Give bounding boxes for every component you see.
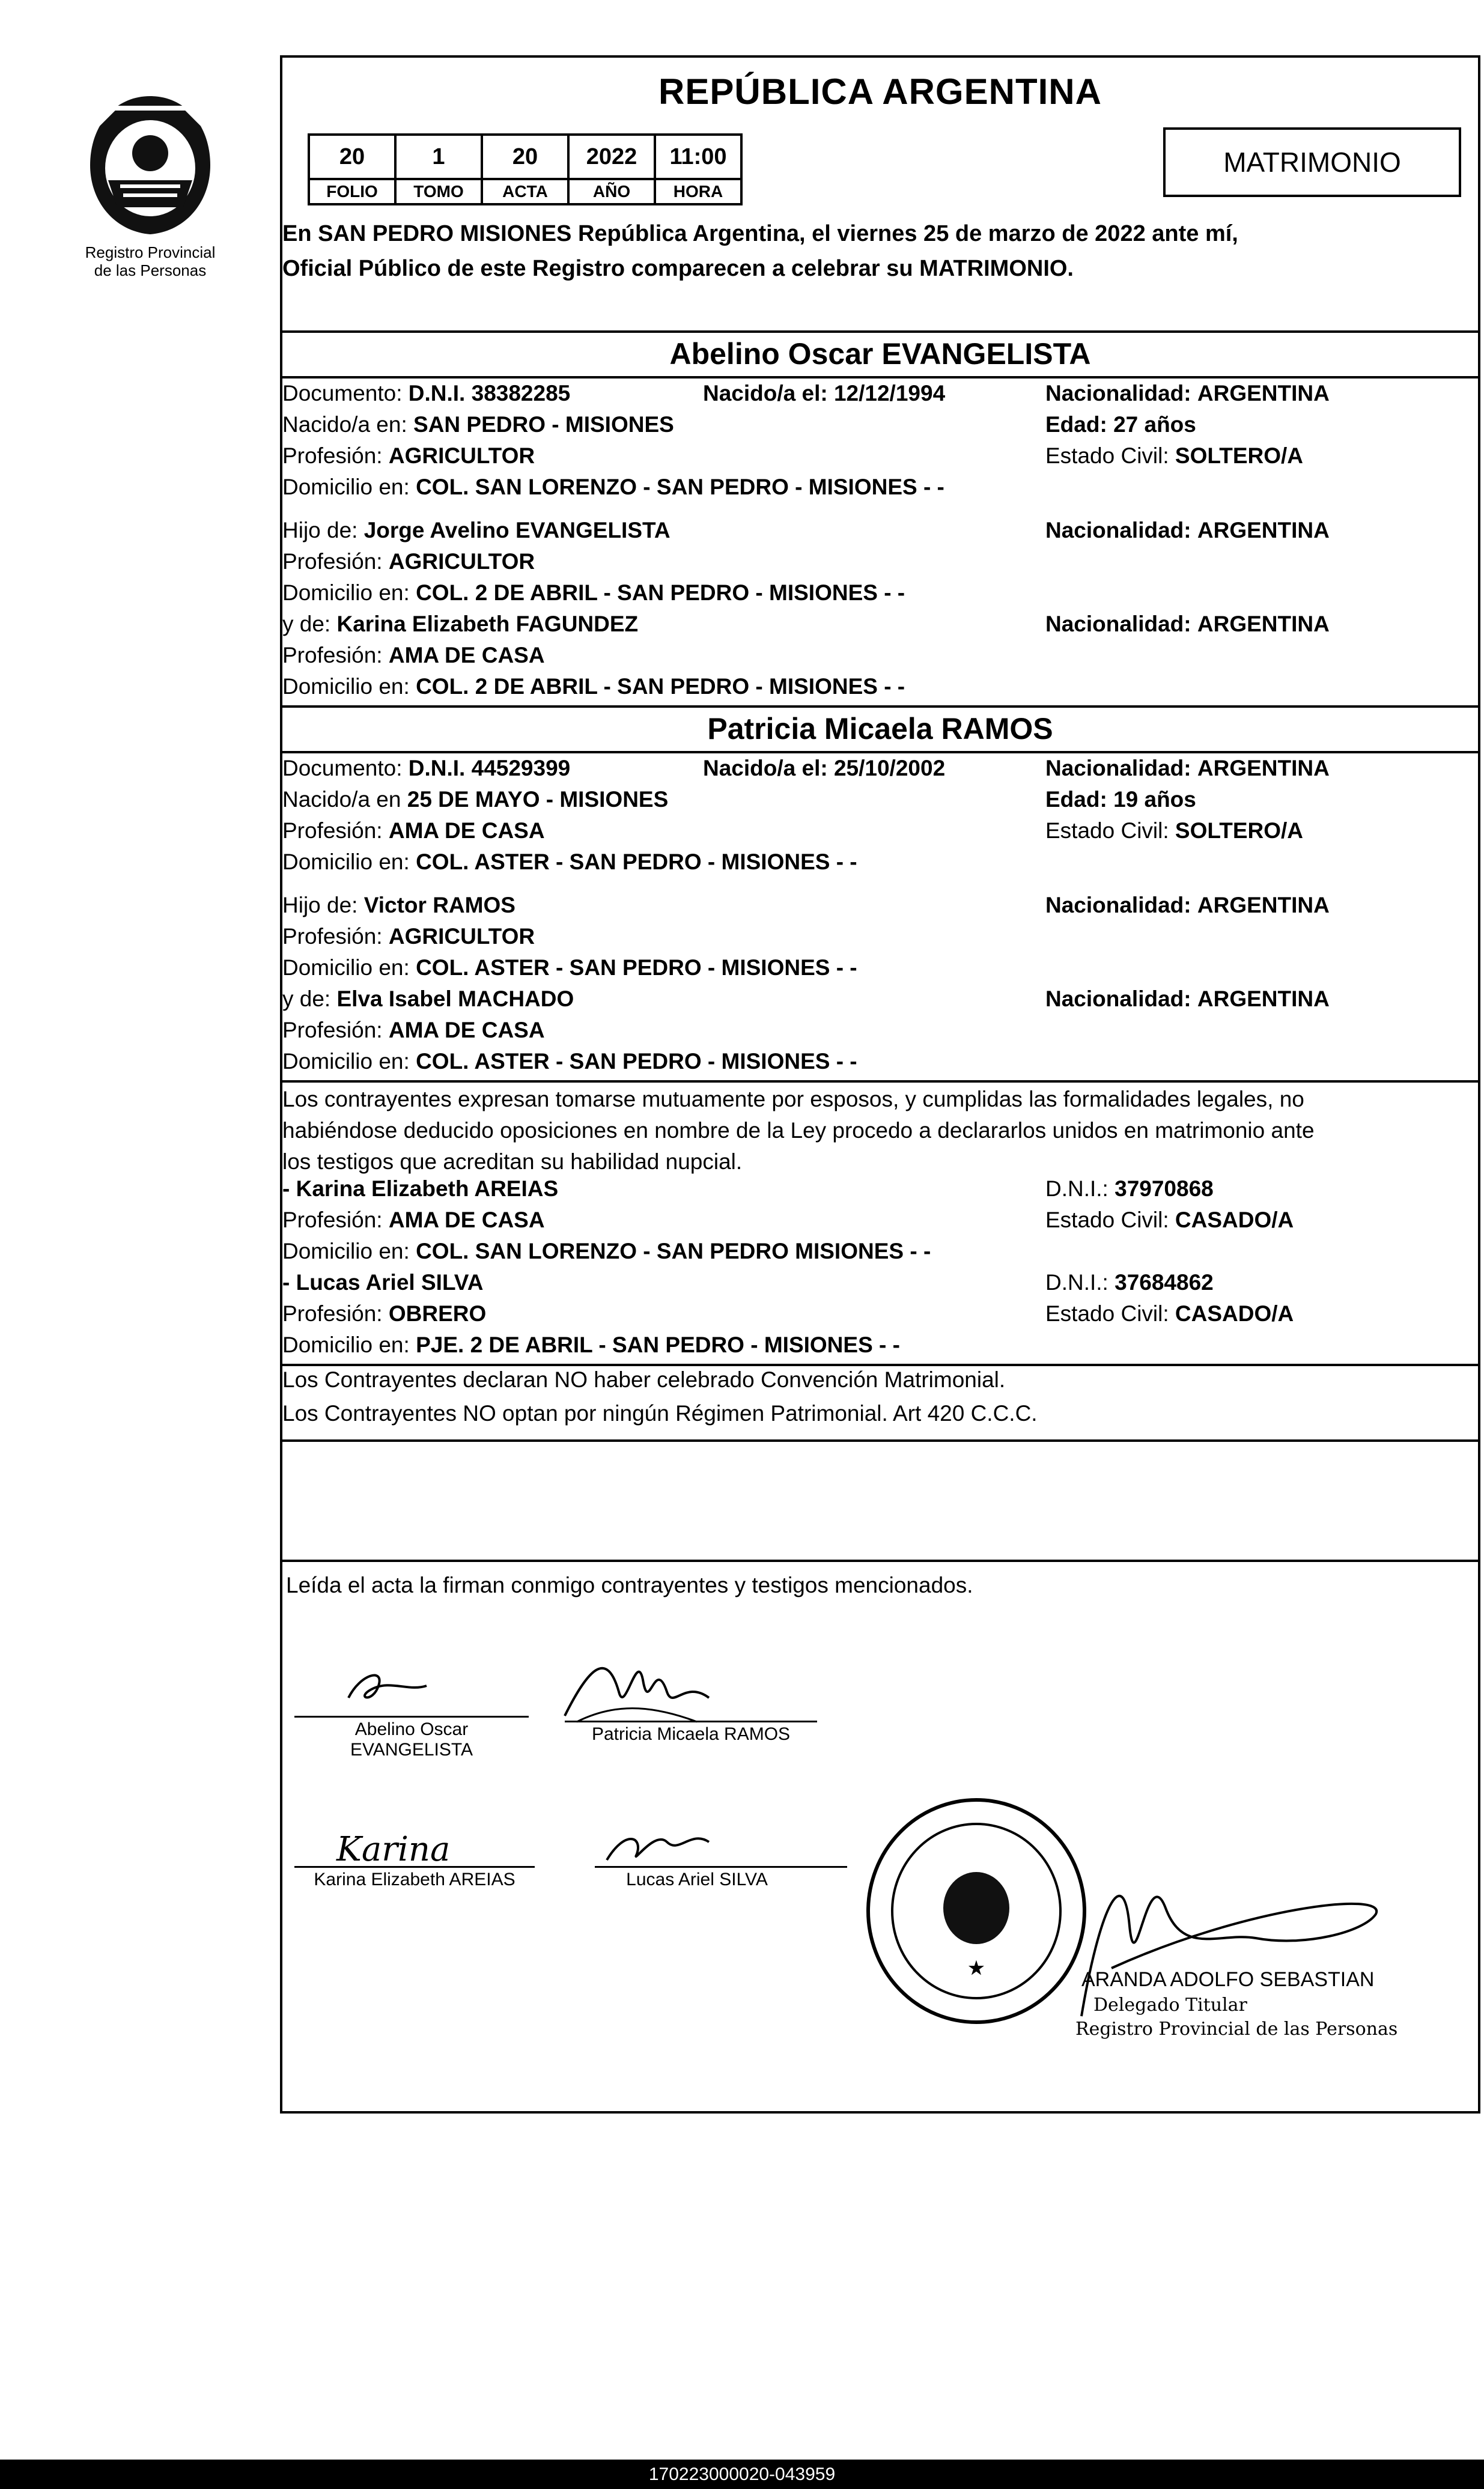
witness1-signature-text: Karina [336,1830,451,1869]
witness2-signature-label: Lucas Ariel SILVA [626,1870,768,1889]
misiones-emblem-icon [78,90,222,240]
label: Profesión: [282,924,383,949]
divider [282,376,1478,378]
bride-born: 25/10/2002 [833,756,946,780]
divider [282,330,1478,333]
label: Estado Civil: [1045,1301,1169,1326]
groom-mother-nat-row [1045,612,1330,637]
witness2-name: - Lucas Ariel SILVA [282,1270,484,1295]
seal-caption-1: Registro Provincial [85,243,216,261]
witness1-prof: AMA DE CASA [388,1208,545,1232]
witness1-dni: 37970868 [1115,1176,1214,1201]
bride-father-nat-row [1045,893,1330,918]
bride-doc: D.N.I. 44529399 [408,756,571,780]
hora-value: 11:00 [655,135,741,179]
groom-dom: COL. SAN LORENZO - SAN PEDRO - MISIONES - - [416,475,944,499]
witness1-dom-row [282,1239,931,1264]
witness2-prof-row [282,1301,486,1327]
declaration-text [282,1084,1478,1178]
groom-born: 12/12/1994 [833,381,946,406]
bride-civil-row [1045,818,1303,843]
witness2-civil: CASADO/A [1175,1301,1294,1326]
label: Nacionalidad: [1045,381,1191,406]
witness2-prof: OBRERO [388,1301,487,1326]
marriage-certificate-form [280,55,1480,2114]
groom-father-nat-row [1045,518,1330,543]
bride-doc-row [282,756,570,781]
bride-mother-nat-row [1045,986,1330,1012]
label: Profesión: [282,818,383,843]
label: Hijo de: [282,518,358,542]
label: Profesión: [282,1208,383,1232]
bride-name: Patricia Micaela RAMOS [707,712,1053,746]
witness1-dom: COL. SAN LORENZO - SAN PEDRO MISIONES - - [416,1239,931,1263]
groom-mother: Karina Elizabeth FAGUNDEZ [336,612,639,636]
groom-nat-row [1045,381,1330,406]
witness1-name: - Karina Elizabeth AREIAS [282,1176,559,1201]
bride-dom: COL. ASTER - SAN PEDRO - MISIONES - - [416,849,857,874]
bride-mother-dom: COL. ASTER - SAN PEDRO - MISIONES - - [416,1049,857,1074]
divider [282,751,1478,753]
label: Domicilio en: [282,849,410,874]
groom-age-row [1045,412,1196,437]
bride-nat-row [1045,756,1330,781]
intro-line-1: En SAN PEDRO MISIONES República Argentina, el viernes 25 de marzo de 2022 ante mí, [282,221,1238,246]
groom-civil-row [1045,443,1303,469]
tomo-value: 1 [395,135,482,179]
bride-mother-nat: ARGENTINA [1197,986,1330,1011]
label: Nacionalidad: [1045,986,1191,1011]
bride-mother-prof-row [282,1018,545,1043]
groom-signature-icon [336,1662,433,1710]
bride-birthplace: 25 DE MAYO - MISIONES [407,787,669,812]
label: Edad: [1045,787,1107,812]
label: Profesión: [282,443,383,468]
groom-prof: AGRICULTOR [388,443,535,468]
groom-signature-label [294,1719,529,1760]
ano-label: AÑO [568,179,655,204]
bride-prof: AMA DE CASA [388,818,545,843]
note-line-2: Los Contrayentes NO optan por ningún Régimen Patrimonial. Art 420 C.C.C. [282,1401,1038,1426]
declaration-line-1: Los contrayentes expresan tomarse mutuamente por esposos, y cumplidas las formalidades legales, no [282,1087,1304,1111]
groom-signature-name-2: EVANGELISTA [350,1740,473,1760]
witness1-prof-row [282,1208,545,1233]
divider [282,1080,1478,1083]
witness1-dni-row [1045,1176,1214,1202]
ano-value: 2022 [568,135,655,179]
label: y de: [282,612,331,636]
groom-doc-row [282,381,570,406]
bride-father-prof: AGRICULTOR [388,924,535,949]
note-line-1: Los Contrayentes declaran NO haber celebrado Convención Matrimonial. [282,1367,1006,1392]
groom-age: 27 años [1113,412,1196,437]
groom-doc: D.N.I. 38382285 [408,381,571,406]
groom-born-row [703,381,945,406]
groom-mother-nat: ARGENTINA [1197,612,1330,636]
seal-caption-2: de las Personas [94,261,207,279]
document-barcode-id: 170223000020-043959 [0,2460,1484,2489]
groom-father: Jorge Avelino EVANGELISTA [363,518,671,542]
declaration-line-3: los testigos que acreditan su habilidad nupcial. [282,1149,743,1174]
divider [282,1364,1478,1366]
groom-birthplace-row [282,412,674,437]
official-stamp-icon [859,1794,1093,2028]
witness2-signature-icon [601,1818,733,1872]
groom-mother-dom-row [282,674,905,699]
bride-mother-dom-row [282,1049,857,1074]
label: D.N.I.: [1045,1270,1108,1295]
label: Documento: [282,381,403,406]
declaration-line-2: habiéndose deducido oposiciones en nombre de la Ley procedo a declararlos unidos en matrimonio ante [282,1118,1315,1143]
svg-text:★: ★ [968,1959,985,1978]
groom-dom-row [282,475,944,500]
folio-label: FOLIO [309,179,395,204]
groom-mother-row [282,612,638,637]
groom-mother-prof-row [282,643,545,668]
label: Domicilio en: [282,674,410,699]
label: Estado Civil: [1045,443,1169,468]
label: Nacionalidad: [1045,612,1191,636]
groom-father-dom-row [282,580,905,606]
witness1-name-row [282,1176,558,1202]
label: Edad: [1045,412,1107,437]
groom-mother-prof: AMA DE CASA [388,643,545,667]
label: Nacido/a el: [703,756,828,780]
label: Domicilio en: [282,1239,410,1263]
label: Domicilio en: [282,955,410,980]
hora-label: HORA [655,179,741,204]
label: D.N.I.: [1045,1176,1108,1201]
bride-father-prof-row [282,924,535,949]
witness2-dom: PJE. 2 DE ABRIL - SAN PEDRO - MISIONES - - [416,1333,900,1357]
intro-line-2: Oficial Público de este Registro comparecen a celebrar su MATRIMONIO. [282,256,1074,281]
bride-mother: Elva Isabel MACHADO [336,986,574,1011]
witness2-dni-row [1045,1270,1214,1295]
label: Estado Civil: [1045,818,1169,843]
label: Profesión: [282,549,383,574]
groom-nat: ARGENTINA [1197,381,1330,406]
folio-value: 20 [309,135,395,179]
bride-mother-prof: AMA DE CASA [388,1018,545,1042]
bride-civil: SOLTERO/A [1175,818,1304,843]
registry-data-grid [308,133,743,205]
label: Nacido/a en: [282,412,407,437]
label: Domicilio en: [282,475,410,499]
bride-born-row [703,756,945,781]
bride-birthplace-row [282,787,668,812]
label: Nacionalidad: [1045,518,1191,542]
label: Hijo de: [282,893,358,917]
groom-father-dom: COL. 2 DE ABRIL - SAN PEDRO - MISIONES - - [416,580,905,605]
groom-birthplace: SAN PEDRO - MISIONES [413,412,674,437]
groom-father-nat: ARGENTINA [1197,518,1330,542]
witness1-signature-label: Karina Elizabeth AREIAS [314,1870,515,1889]
label: Profesión: [282,1301,383,1326]
label: Estado Civil: [1045,1208,1169,1232]
bride-father-dom-row [282,955,857,980]
label: Profesión: [282,643,383,667]
divider [282,1560,1478,1562]
bride-mother-row [282,986,574,1012]
divider [282,705,1478,708]
divider [282,1439,1478,1442]
bride-prof-row [282,818,545,843]
bride-father-row [282,893,515,918]
groom-mother-dom: COL. 2 DE ABRIL - SAN PEDRO - MISIONES - - [416,674,905,699]
bride-signature-line [565,1721,817,1722]
groom-father-prof-row [282,549,535,574]
groom-signature-name-1: Abelino Oscar [354,1719,469,1739]
official-title: Delegado Titular [1093,1995,1247,2016]
bride-father: Victor RAMOS [363,893,515,917]
official-name: ARANDA ADOLFO SEBASTIAN [1081,1968,1375,1991]
provincial-seal [60,90,240,279]
label: Nacido/a el: [703,381,828,406]
witness2-signature-line [595,1866,847,1868]
groom-name: Abelino Oscar EVANGELISTA [669,337,1091,371]
bride-dom-row [282,849,857,875]
witness2-dni: 37684862 [1115,1270,1214,1295]
bride-age-row [1045,787,1196,812]
tomo-label: TOMO [395,179,482,204]
groom-signature-line [294,1716,529,1718]
witness1-civil-row [1045,1208,1294,1233]
witness1-signature-line [294,1866,535,1868]
label: Nacionalidad: [1045,893,1191,917]
label: Documento: [282,756,403,780]
witness1-civil: CASADO/A [1175,1208,1294,1232]
witness2-dom-row [282,1333,900,1358]
label: Profesión: [282,1018,383,1042]
document-title: REPÚBLICA ARGENTINA [658,71,1102,112]
groom-civil: SOLTERO/A [1175,443,1304,468]
bride-father-dom: COL. ASTER - SAN PEDRO - MISIONES - - [416,955,857,980]
bride-signature-label: Patricia Micaela RAMOS [591,1724,791,1744]
witness2-civil-row [1045,1301,1294,1327]
acta-value: 20 [482,135,568,179]
bride-nat: ARGENTINA [1197,756,1330,780]
label: Domicilio en: [282,1333,410,1357]
label: Nacionalidad: [1045,756,1191,780]
closing-text: Leída el acta la firman conmigo contrayentes y testigos mencionados. [286,1573,973,1597]
witness2-name-row [282,1270,483,1295]
label: y de: [282,986,331,1011]
act-type-box: MATRIMONIO [1163,127,1461,197]
official-registry: Registro Provincial de las Personas [1075,2019,1398,2040]
label: Domicilio en: [282,580,410,605]
groom-father-prof: AGRICULTOR [388,549,535,574]
label: Nacido/a en [282,787,401,812]
groom-father-row [282,518,671,543]
acta-label: ACTA [482,179,568,204]
bride-father-nat: ARGENTINA [1197,893,1330,917]
label: Domicilio en: [282,1049,410,1074]
bride-age: 19 años [1113,787,1196,812]
groom-prof-row [282,443,535,469]
intro-text [282,216,1478,286]
